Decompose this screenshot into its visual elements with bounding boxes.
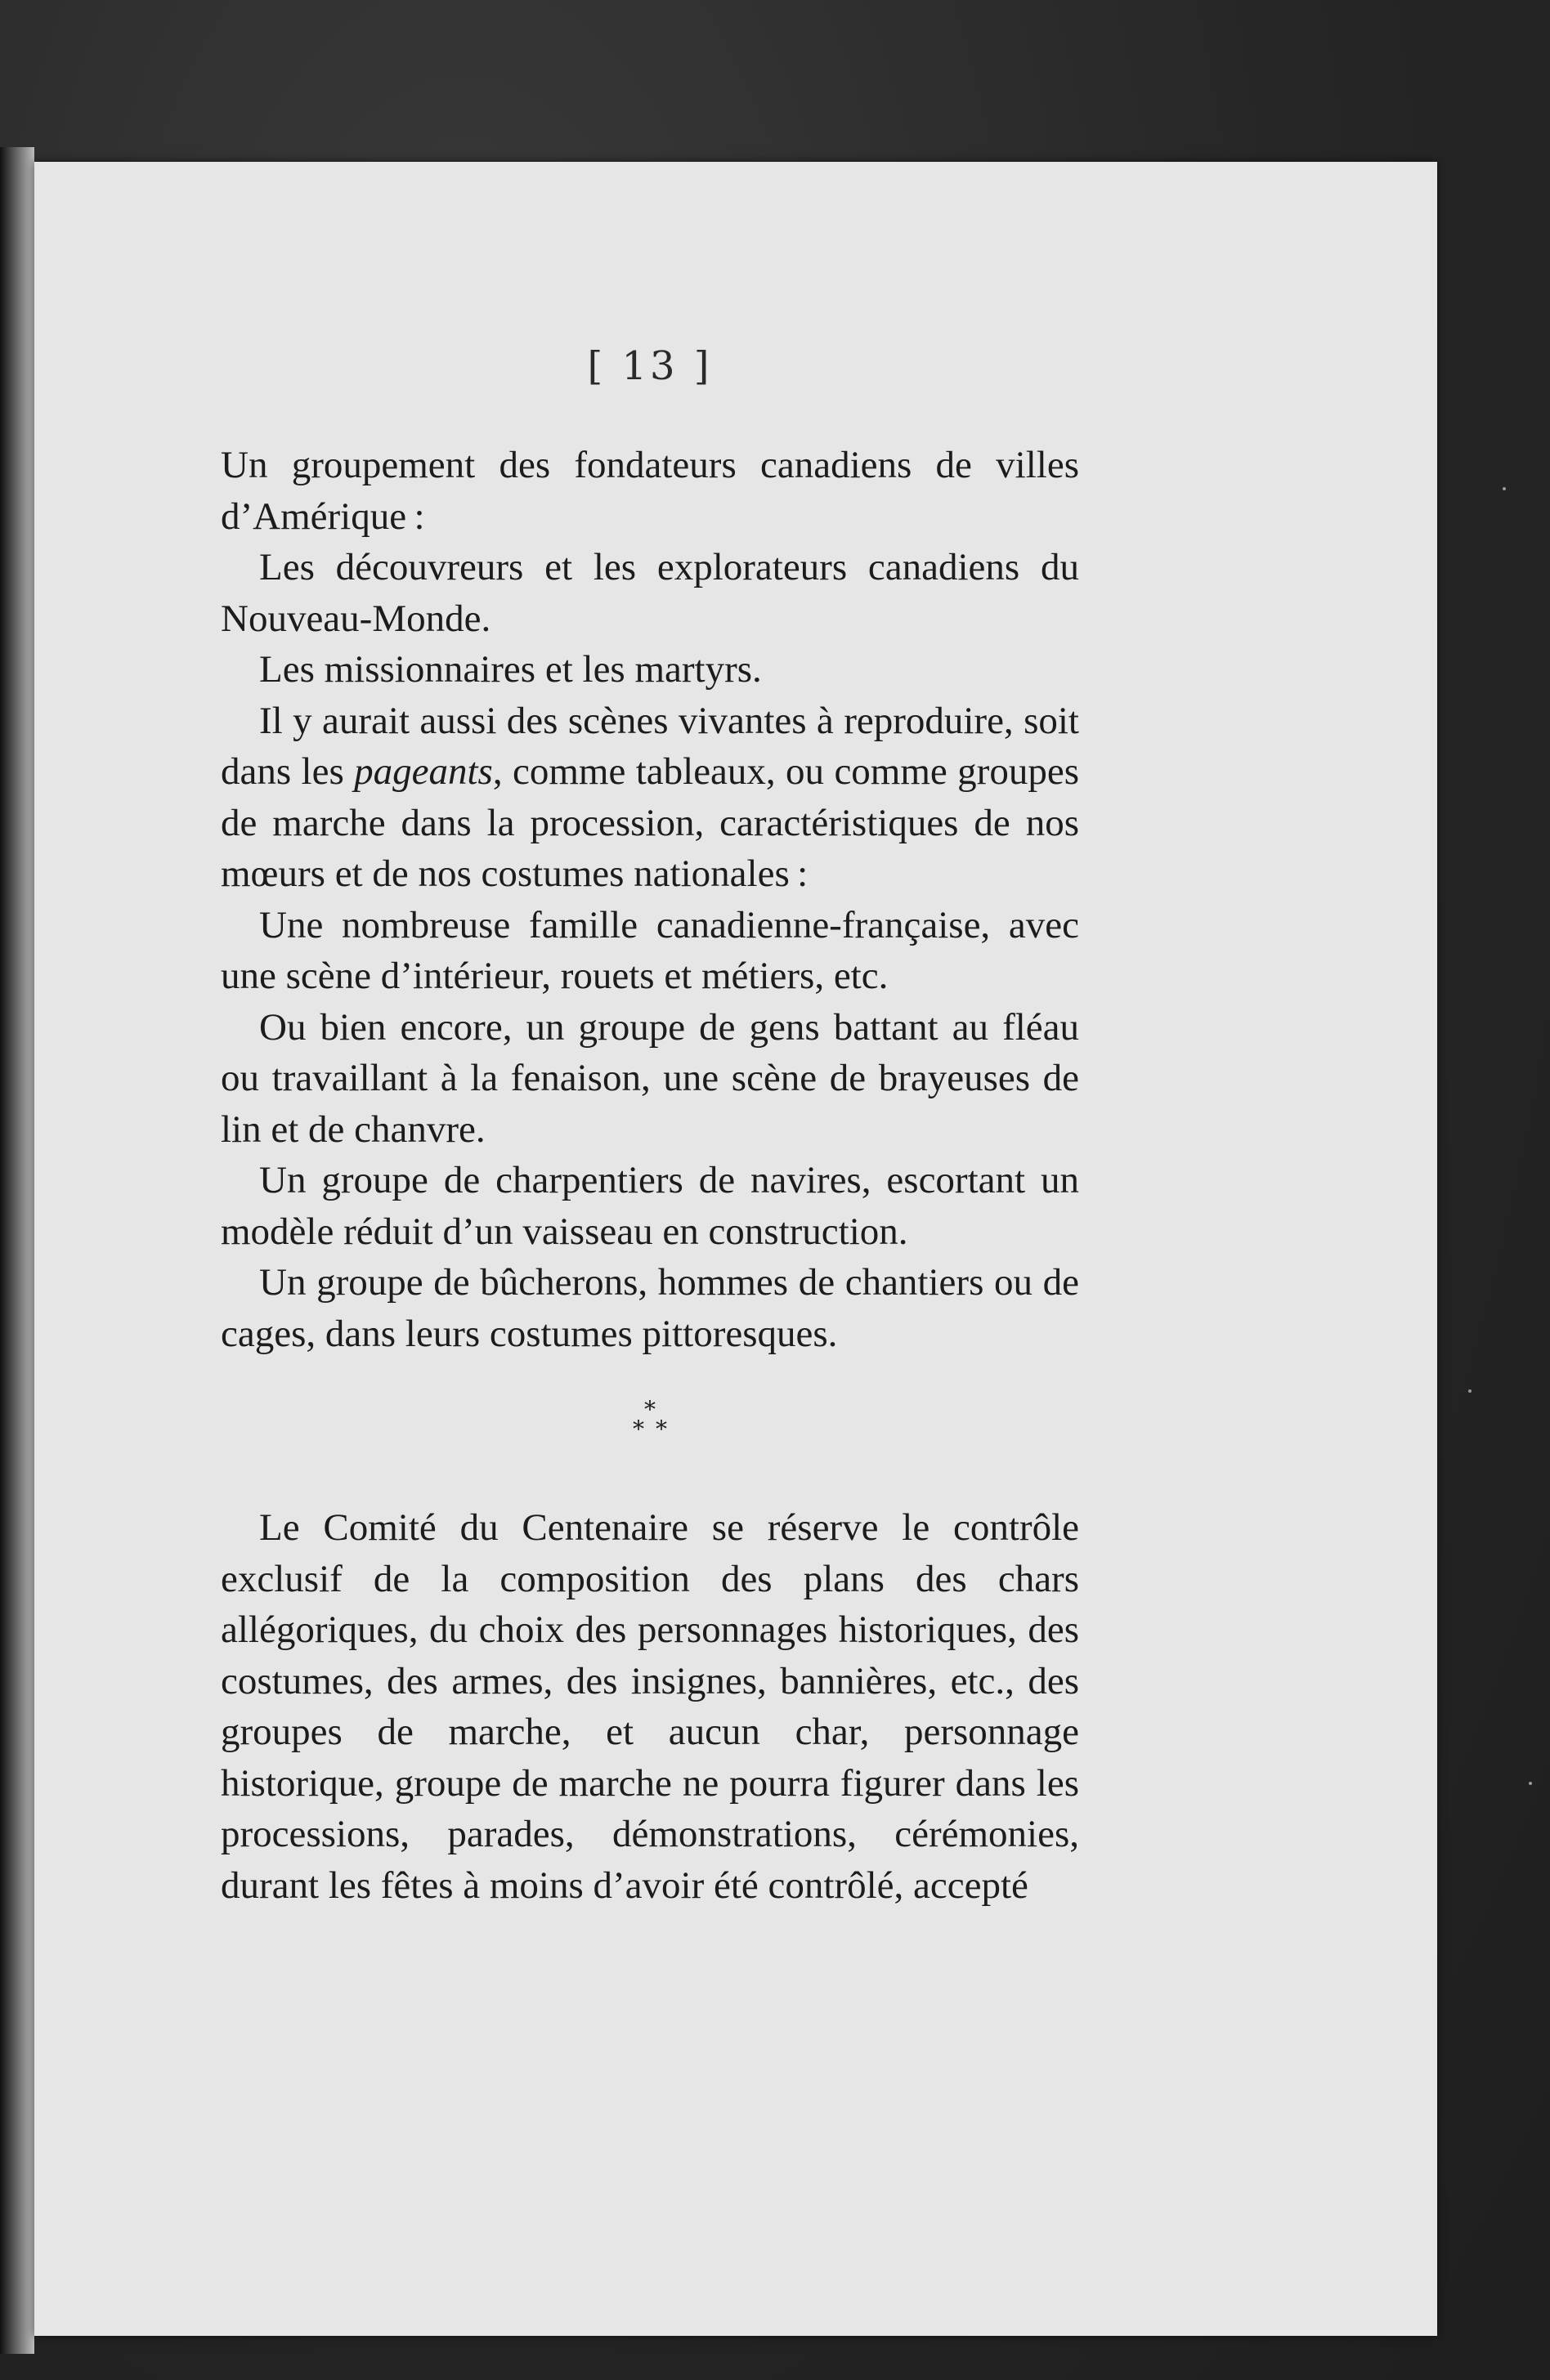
paragraph	[221, 900, 1079, 1002]
document-page	[34, 162, 1437, 2336]
asterism-top-star: *	[644, 1396, 656, 1423]
paragraph-text: Les découvreurs et les explorateurs canadiens du Nouveau-Monde.	[221, 546, 1079, 640]
paragraph-text: Une nombreuse famille canadienne-française, avec une scène d’intérieur, rouets et métiers, etc.	[221, 903, 1079, 997]
paragraph-text: Un groupe de bûcherons, hommes de chantiers ou de cages, dans leurs costumes pittoresques.	[221, 1261, 1079, 1355]
asterism-bottom-stars: **	[633, 1416, 679, 1443]
paragraph-text: Un groupement des fondateurs canadiens de villes d’Amérique :	[221, 444, 1079, 538]
paragraph-text: Un groupe de charpentiers de navires, escortant un modèle réduit d’un vaisseau en construction.	[221, 1159, 1079, 1253]
dust-speck	[1468, 1389, 1472, 1393]
dust-speck	[1529, 1782, 1532, 1785]
paragraph	[221, 542, 1079, 644]
paragraph-text: , comme tableaux, ou comme groupes de marche dans la procession, caractéristiques de nos mœurs et de nos costumes nationales :	[221, 750, 1079, 895]
paragraph	[221, 1502, 1079, 1911]
paragraph-text: Le Comité du Centenaire se réserve le contrôle exclusif de la composition des plans des chars allégoriques, du choix des personnages historiques, des costumes, des armes, des insignes, bannières, etc., des groupes de marche, et aucun char, personnage historique, groupe de marche ne pourra figurer dans les processions, parades, démonstrations, cérémonies, durant les fêtes à moins d’avoir été contrôlé, accepté	[221, 1506, 1079, 1907]
body-text-part-2	[221, 1502, 1079, 1911]
dust-speck	[1503, 487, 1506, 490]
paragraph-text: Ou bien encore, un groupe de gens battant au fléau ou travaillant à la fenaison, une scène de brayeuses de lin et de chanvre.	[221, 1005, 1079, 1151]
paragraph-text: Les missionnaires et les martyrs.	[259, 648, 762, 691]
paragraph	[221, 1002, 1079, 1156]
paragraph	[221, 1155, 1079, 1257]
paragraph	[221, 440, 1079, 542]
body-text-part-1	[221, 440, 1079, 1359]
italic-text: pageants	[354, 750, 493, 793]
paragraph-text: Il y aurait aussi des scènes vivantes à reproduire, soit dans les	[221, 699, 1079, 793]
paragraph	[221, 1257, 1079, 1359]
paragraph	[221, 696, 1079, 900]
asterism-separator	[221, 1396, 1079, 1443]
paragraph	[221, 644, 1079, 696]
book-spine-edge	[0, 147, 34, 2354]
page-number: [ 13 ]	[587, 343, 713, 389]
